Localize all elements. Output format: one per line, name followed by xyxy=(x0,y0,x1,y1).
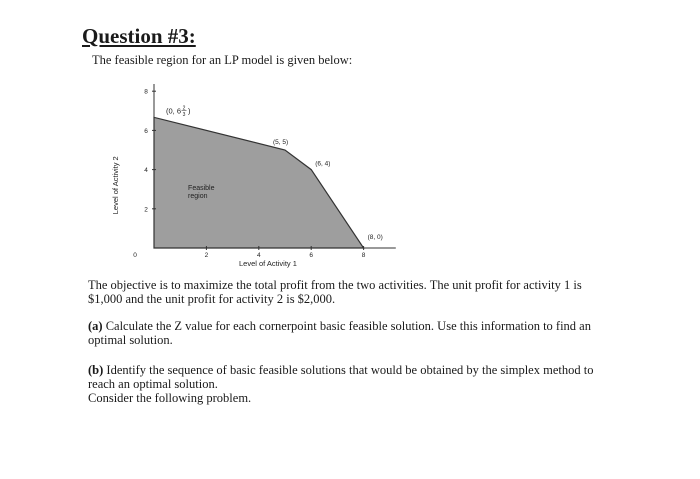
x-axis-label: Level of Activity 1 xyxy=(238,259,297,268)
y-tick-label-4: 4 xyxy=(144,167,148,175)
x-tick-label-2: 2 xyxy=(204,252,209,259)
svg-text:(0, 6: (0, 6 xyxy=(166,106,182,116)
y-tick-label-8: 8 xyxy=(144,88,148,96)
part-a-text: Calculate the Z value for each cornerpoint basic feasible solution. Use this information to find an optimal solution. xyxy=(88,319,591,347)
feasible-region-polygon xyxy=(154,117,364,248)
y-tick-label-6: 6 xyxy=(144,127,148,135)
vertex-label-5-5: (5, 5) xyxy=(273,139,289,146)
svg-text:2: 2 xyxy=(182,105,186,112)
objective-paragraph: The objective is to maximize the total profit from the two activities. The unit profit for activity 1 is $1,000 and the unit profit for activity 2 is $2,000. xyxy=(88,278,582,306)
y-axis-label: Level of Activity 2 xyxy=(111,156,120,215)
x-tick-label-8: 8 xyxy=(361,252,366,259)
x-tick-label-6: 6 xyxy=(309,252,314,259)
part-b-text: Identify the sequence of basic feasible solutions that would be obtained by the simplex method to reach an optimal solution. xyxy=(88,363,594,391)
vertex-label-8-0: (8, 0) xyxy=(367,234,383,241)
feasible-region-label-line2: region xyxy=(188,193,208,201)
part-a-label: (a) xyxy=(88,319,103,333)
x-tick-label-4: 4 xyxy=(256,252,261,259)
vertex-label-6-4: (6, 4) xyxy=(315,160,331,168)
y-tick-label-2: 2 xyxy=(144,206,148,214)
feasible-region-label: Feasible xyxy=(188,185,215,193)
part-a-paragraph xyxy=(88,319,618,347)
svg-text:3: 3 xyxy=(182,111,186,118)
question-heading: Question #3: xyxy=(82,24,196,48)
feasible-region-chart xyxy=(100,84,420,274)
svg-text:): ) xyxy=(188,106,191,116)
question-intro: The feasible region for an LP model is given below: xyxy=(92,53,353,67)
part-b-label: (b) xyxy=(88,363,104,377)
part-b-paragraph xyxy=(88,363,618,405)
x-tick-label-0: 0 xyxy=(133,252,137,259)
vertex-label-0-6-2-3 xyxy=(166,105,191,118)
consider-problem-text: Consider the following problem. xyxy=(88,391,252,405)
